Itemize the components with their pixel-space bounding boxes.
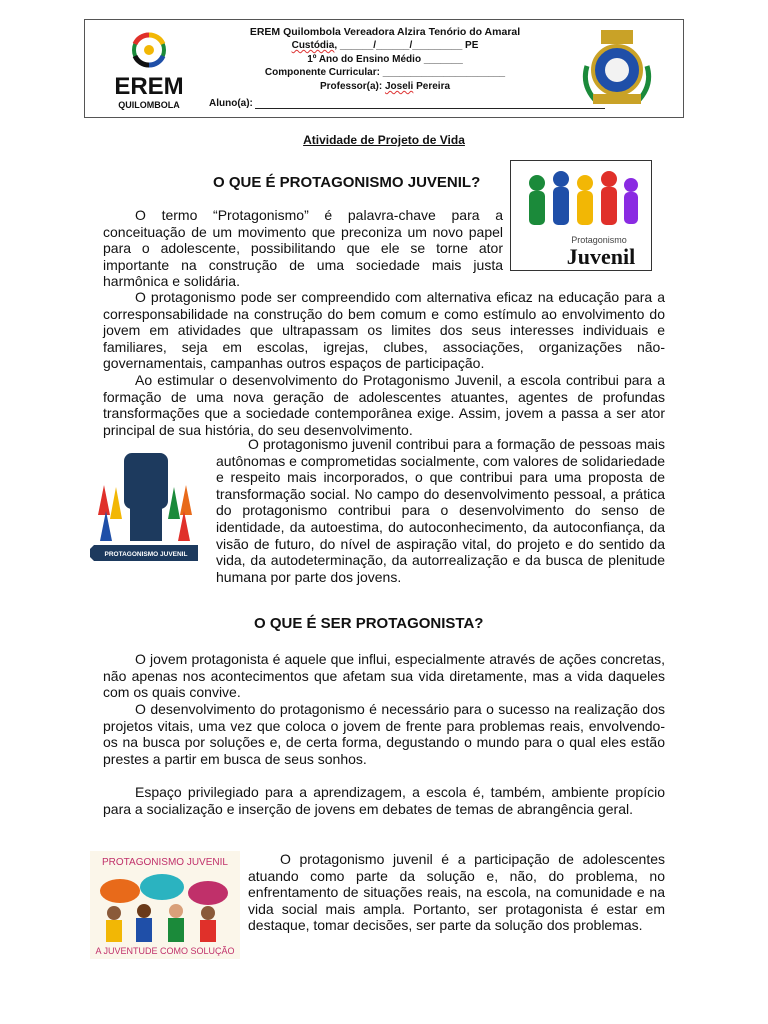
youth-solution-image xyxy=(90,851,240,959)
logo-sub-text: QUILOMBOLA xyxy=(118,100,180,110)
section2-heading: O QUE É SER PROTAGONISTA? xyxy=(254,615,484,632)
section1-heading: O QUE É PROTAGONISMO JUVENIL? xyxy=(213,174,481,191)
image-label-big: Juvenil xyxy=(566,244,636,269)
section2-paragraph-3: Espaço privilegiado para a aprendizagem, a escola é, também, ambiente propício para a socialização e inserção de jovens em debates de temas de abrangência geral. xyxy=(103,784,665,817)
grade-line: 1º Ano do Ensino Médio _______ xyxy=(307,54,463,65)
component-line: Componente Curricular: ______________________ xyxy=(264,67,506,78)
section1-paragraph-1: O termo “Protagonismo” é palavra-chave para a conceituação de um movimento que preconiza um novo papel para o adolescente, possibilitando que ele se torne ator importante na construção de uma sociedade mais justa harmônica e solidária. xyxy=(103,207,503,290)
section1-paragraph-3: Ao estimular o desenvolvimento do Protagonismo Juvenil, a escola contribui para a formação de uma nova geração de adolescentes atuantes, agentes de profundas transformações que a sociedade contemporânea exige. Assim, jovem a passa a ser ator principal de sua história, do seu desenvolvimento. xyxy=(103,372,665,438)
raised-fist-image xyxy=(90,445,202,583)
banner-text: PROTAGONISMO JUVENIL xyxy=(104,551,188,558)
school-name: EREM Quilombola Vereadora Alzira Tenório do Amaral xyxy=(249,26,521,38)
section2-paragraph-2: O desenvolvimento do protagonismo é necessário para o sucesso na realização dos projetos vitais, uma vez que coloca o jovem de frente para problemas reais, envolvendo-os na busca por soluções e, de certa forma, degustando o mundo para o qual eles estão prestes a partir em busca de seus sonhos. xyxy=(103,701,665,767)
state-crest-icon xyxy=(579,26,655,112)
date-line: Custódia, ______/______/_________ PE xyxy=(291,40,479,51)
protagonismo-juvenil-image xyxy=(510,160,652,271)
activity-title: Atividade de Projeto de Vida xyxy=(303,133,465,147)
student-line: Aluno(a): xyxy=(209,98,605,109)
teacher-line: Professor(a): Joseli Pereira xyxy=(319,81,451,92)
youth-image-caption: A JUVENTUDE COMO SOLUÇÃO xyxy=(95,946,235,956)
logo-main-text: EREM xyxy=(114,73,184,100)
section2-paragraph-4: O protagonismo juvenil é a participação de adolescentes atuando como parte da solução e, não, do problema, no enfrentamento de situações reais, na escola, na comunidade e na vida social mais ampla. Portanto, ser protagonista é estar em destaque, tomar decisões, ser parte da solução dos problemas. xyxy=(248,851,665,934)
section2-paragraph-1: O jovem protagonista é aquele que influi, especialmente através de ações concretas, não apenas nos acontecimentos que afetam sua vida diretamente, mas a vida daqueles com os quais convive. xyxy=(103,651,665,701)
image-label-small: Protagonismo xyxy=(571,235,627,245)
document-header xyxy=(84,19,684,118)
section1-paragraph-4: O protagonismo juvenil contribui para a formação de pessoas mais autônomas e comprometidas socialmente, com valores de solidariedade e respeito mais incorporados, o que contribui para uma proposta de transformação social. No campo do desenvolvimento pessoal, a prática do protagonismo contribui para o desenvolvimento do senso de identidade, da autoestima, do autoconhecimento, da autoconfiança, da visão de futuro, do nível de aspiração vital, do projeto e do sentido da vida, da autodeterminação, da autorrealização e da busca de plenitude humana por parte dos jovens. xyxy=(216,436,666,585)
youth-image-title: PROTAGONISMO JUVENIL xyxy=(102,857,228,868)
section1-paragraph-2: O protagonismo pode ser compreendido com alternativa eficaz na educação para a corresponsabilidade na construção do bem comum e como estímulo ao envolvimento do jovem em atividades que ultrapassam os limites dos seus interesses individuais e familiares, seja em escolas, igrejas, clubes, associações, organizações não-governamentais, campanhas outros espaços de participação. xyxy=(103,289,665,372)
